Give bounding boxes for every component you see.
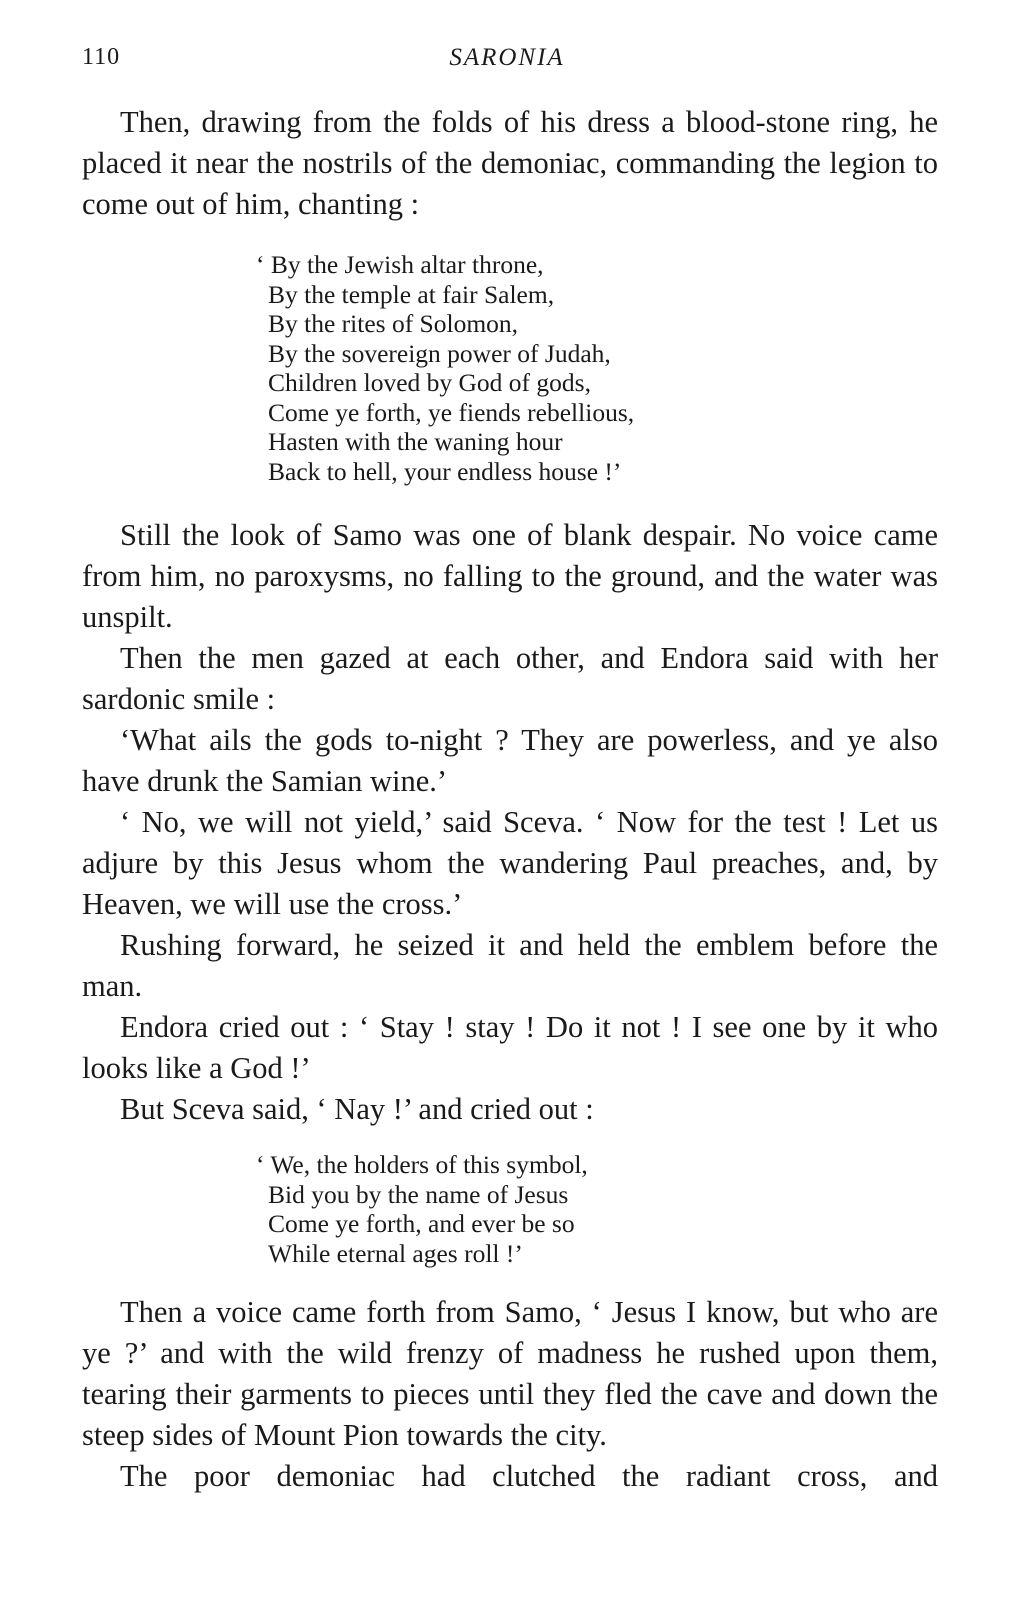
verse-line: By the temple at fair Salem, [268,279,555,309]
paragraph: ‘ No, we will not yield,’ said Sceva. ‘ Now for the test ! Let us adjure by this Jesus whom the wandering Paul preaches, and, by Heaven, we will use the cross.’ [82,805,938,921]
verse-line: By the rites of Solomon, [268,309,519,338]
verse-incantation-1 [256,250,635,486]
page-header [82,44,932,78]
verse-line: Bid you by the name of Jesus [268,1179,569,1209]
paragraph: Endora cried out : ‘ Stay ! stay ! Do it not ! I see one by it who looks like a God !’ [82,1010,938,1085]
page-number: 110 [82,44,121,70]
paragraph: But Sceva said, ‘ Nay !’ and cried out : [120,1092,594,1126]
text-block-1 [82,102,938,225]
verse-line: ‘ By the Jewish altar throne, [256,250,544,279]
verse-line: Hasten with the waning hour [268,427,563,456]
paragraph: ‘What ails the gods to-night ? They are powerless, and ye also have drunk the Samian wine.’ [82,723,938,798]
paragraph: Still the look of Samo was one of blank despair. No voice came from him, no paroxysms, no falling to the ground, and the water was unspilt. [82,518,938,634]
verse-line: While eternal ages roll !’ [268,1238,523,1268]
running-title: SARONIA [449,44,565,71]
verse-line: Children loved by God of gods, [268,368,591,397]
verse-line: Come ye forth, ye fiends rebellious, [268,397,635,427]
paragraph: Then the men gazed at each other, and Endora said with her sardonic smile : [82,641,938,716]
verse-line: ‘ We, the holders of this symbol, [256,1150,588,1179]
text-block-2 [82,515,938,1130]
paragraph: Then, drawing from the folds of his dress a blood-stone ring, he placed it near the nostrils of the demoniac, commanding the legion to come out of him, chanting : [82,105,938,221]
verse-incantation-2 [256,1150,588,1268]
paragraph: The poor demoniac had clutched the radiant cross, and [120,1459,938,1493]
paragraph: Rushing forward, he seized it and held the emblem before the man. [82,928,938,1003]
text-block-3 [82,1292,938,1497]
verse-line: Back to hell, your endless house !’ [268,456,622,486]
verse-line: Come ye forth, and ever be so [268,1209,575,1238]
verse-line: By the sovereign power of Judah, [268,338,611,368]
paragraph: Then a voice came forth from Samo, ‘ Jesus I know, but who are ye ?’ and with the wild frenzy of madness he rushed upon them, tearing their garments to pieces until they fled the cave and down the steep sides of Mount Pion towards the city. [82,1295,938,1452]
